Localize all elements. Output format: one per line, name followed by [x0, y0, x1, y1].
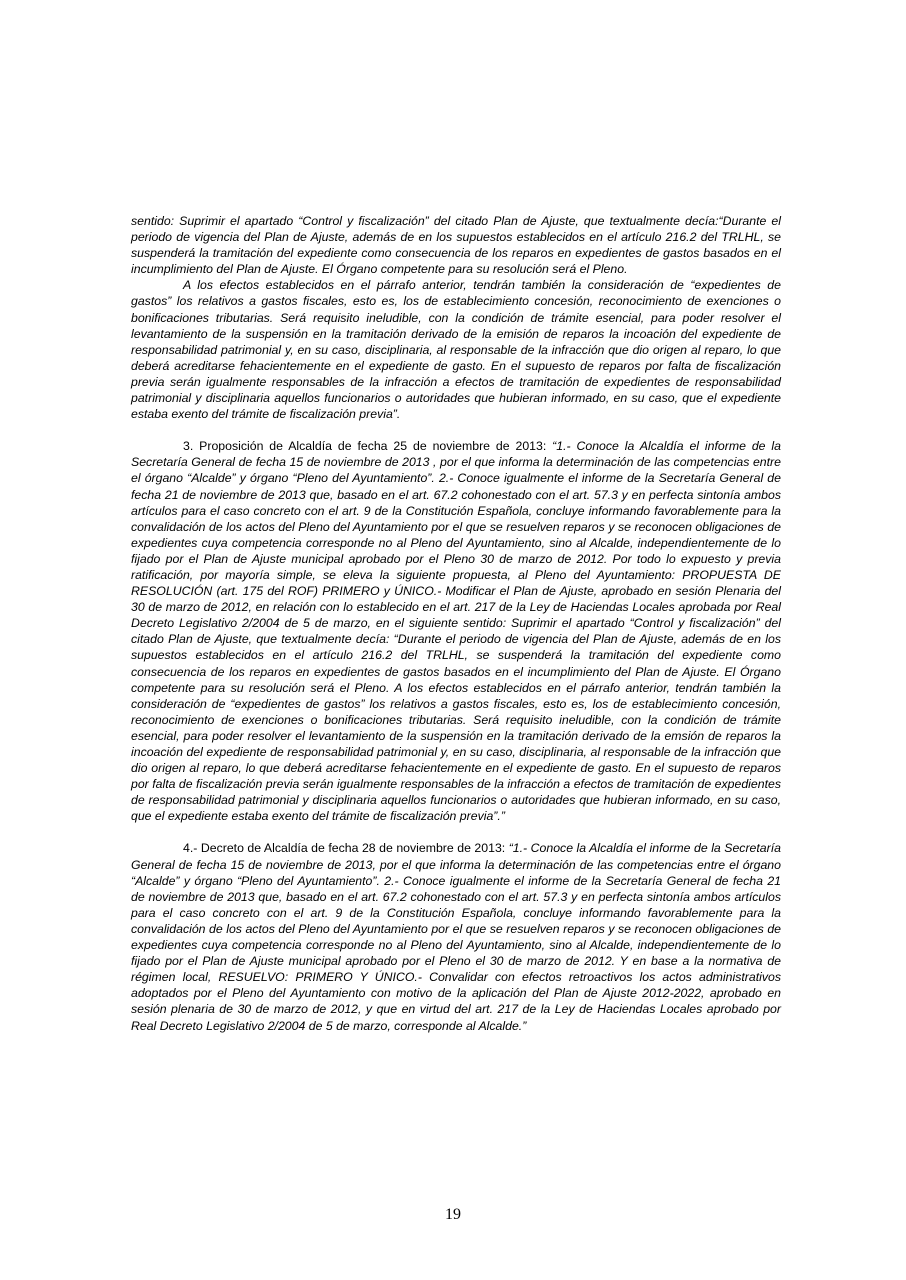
paragraph-lead: 3. Proposición de Alcaldía de fecha 25 de noviembre de 2013: — [183, 439, 553, 454]
paragraph-effects — [131, 277, 781, 422]
page-number: 19 — [445, 1206, 461, 1223]
paragraph-lead: 4.- Decreto de Alcaldía de fecha 28 de noviembre de 2013: — [183, 841, 509, 856]
paragraph-text: “1.- Conoce la Alcaldía el informe de la Secretaría General de fecha 15 de noviembre de 2013, por el que informa la determinación de las competencias entre el órgano “Alcalde” y órgano “Pleno del Ayuntamiento”. 2.- Conoce igualmente el informe de la Secretaría General de fecha 21 de noviembre de 2013 que, basado en el art. 67.2 cohonestado con el art. 57.3 y en perfecta sintonía ambos artículos para el caso concreto con el art. 9 de la Constitución Española, concluye informando favorablemente para la convalidación de los actos del Pleno del Ayuntamiento por el que se resuelven reparos y se reconocen obligaciones de expedientes cuya competencia corresponde no al Pleno del Ayuntamiento, sino al Alcalde, independientemente de lo fijado por el Plan de Ajuste municipal aprobado por el Pleno el 30 de marzo de 2012. Y en base a la normativa de régimen local, RESUELVO: PRIMERO Y ÚNICO.- Convalidar con efectos retroactivos los actos administrativos adoptados por el Pleno del Ayuntamiento con motivo de la aplicación del Plan de Ajuste 2012-2022, aprobado en sesión plenaria de 30 de marzo de 2012, y que en virtud del art. 217 de la Ley de Haciendas Locales aprobado por Real Decreto Legislativo 2/2004 de 5 de marzo, corresponde al Alcalde.” — [131, 841, 781, 1033]
paragraph-text: A los efectos establecidos en el párrafo anterior, tendrán también la consideración de “expedientes de gastos” los relativos a gastos fiscales, esto es, los de establecimiento concesión, reconocimiento de exenciones o bonificaciones tributarias. Será requisito ineludible, con la condición de trámite esencial, para poder resolver el levantamiento de la suspensión en la tramitación derivado de la emisión de reparos la incoación del expediente de responsabilidad patrimonial y, en su caso, disciplinaria, al responsable de la infracción que dio origen al reparo, lo que deberá acreditarse fehacientemente en el expediente de gasto. En el supuesto de reparos por falta de fiscalización previa serán igualmente responsables de la infracción a efectos de tramitación de expedientes de responsabilidad patrimonial y disciplinaria aquellos funcionarios o autoridades que hubieran informado, en su caso, que el expediente estaba exento del trámite de fiscalización previa”. — [131, 278, 781, 422]
paragraph-item-4 — [131, 840, 781, 1033]
paragraph-text: “1.- Conoce la Alcaldía el informe de la Secretaría General de fecha 15 de noviembre de 2013 , por el que informa la determinación de las competencias entre el órgano “Alcalde” y órgano “Pleno del Ayuntamiento”. 2.- Conoce igualmente el informe de la Secretaría General de fecha 21 de noviembre de 2013 que, basado en el art. 67.2 cohonestado con el art. 57.3 y en perfecta sintonía ambos artículos para el caso concreto con el art. 9 de la Constitución Española, concluye informando favorablemente para la convalidación de los actos del Pleno del Ayuntamiento por el que se resuelven reparos y se reconocen obligaciones de expedientes cuya competencia corresponde no al Pleno del Ayuntamiento, sino al Alcalde, independientemente de lo fijado por el Plan de Ajuste municipal aprobado por el Pleno 30 de marzo de 2012. Por todo lo expuesto y previa ratificación, por mayoría simple, se eleva la siguiente propuesta, al Pleno del Ayuntamiento: PROPUESTA DE RESOLUCIÓN (art. 175 del ROF) PRIMERO y ÚNICO.- Modificar el Plan de Ajuste, aprobado en sesión Plenaria del 30 de marzo de 2012, en relación con lo establecido en el art. 217 de la Ley de Haciendas Locales aprobada por Real Decreto Legislativo 2/2004 de 5 de marzo, en el siguiente sentido: Suprimir el apartado “Control y fiscalización” del citado Plan de Ajuste, que textualmente decía: “Durante el periodo de vigencia del Plan de Ajuste, además de en los supuestos establecidos en el artículo 216.2 del TRLHL, se suspenderá la tramitación del expediente como consecuencia de los reparos en expedientes de gastos basados en el incumplimiento del Plan de Ajuste. El Órgano competente para su resolución será el Pleno. A los efectos establecidos en el párrafo anterior, tendrán también la consideración de “expedientes de gastos” los relativos a gastos fiscales, esto es, los de establecimiento concesión, reconocimiento de exenciones o bonificaciones tributarias. Será requisito ineludible, con la condición de trámite esencial, para poder resolver el levantamiento de la suspensión en la tramitación derivado de la emsión de reparos la incoación del expediente de responsabilidad patrimonial y, en su caso, disciplinaria, al responsable de la infracción que dio origen al reparo, lo que deberá acreditarse fehacientemente en el expediente de gasto. En el supuesto de reparos por falta de fiscalización previa serán igualmente responsables de la infracción a efectos de tramitación de expedientes de responsabilidad patrimonial y disciplinaria aquellos funcionarios o autoridades que hubieran informado, en su caso, que el expediente estaba exento del trámite de fiscalización previa”.” — [131, 439, 781, 824]
document-body — [131, 213, 781, 1034]
paragraph-continuation — [131, 213, 781, 277]
paragraph-text: sentido: Suprimir el apartado “Control y fiscalización” del citado Plan de Ajuste, que textualmente decía:“Durante el periodo de vigencia del Plan de Ajuste, además de en los supuestos establecidos en el artículo 216.2 del TRLHL, se suspenderá la tramitación del expediente como consecuencia de los reparos en expedientes de gastos basados en el incumplimiento del Plan de Ajuste. El Órgano competente para su resolución será el Pleno. — [131, 214, 781, 277]
paragraph-item-3 — [131, 438, 781, 824]
